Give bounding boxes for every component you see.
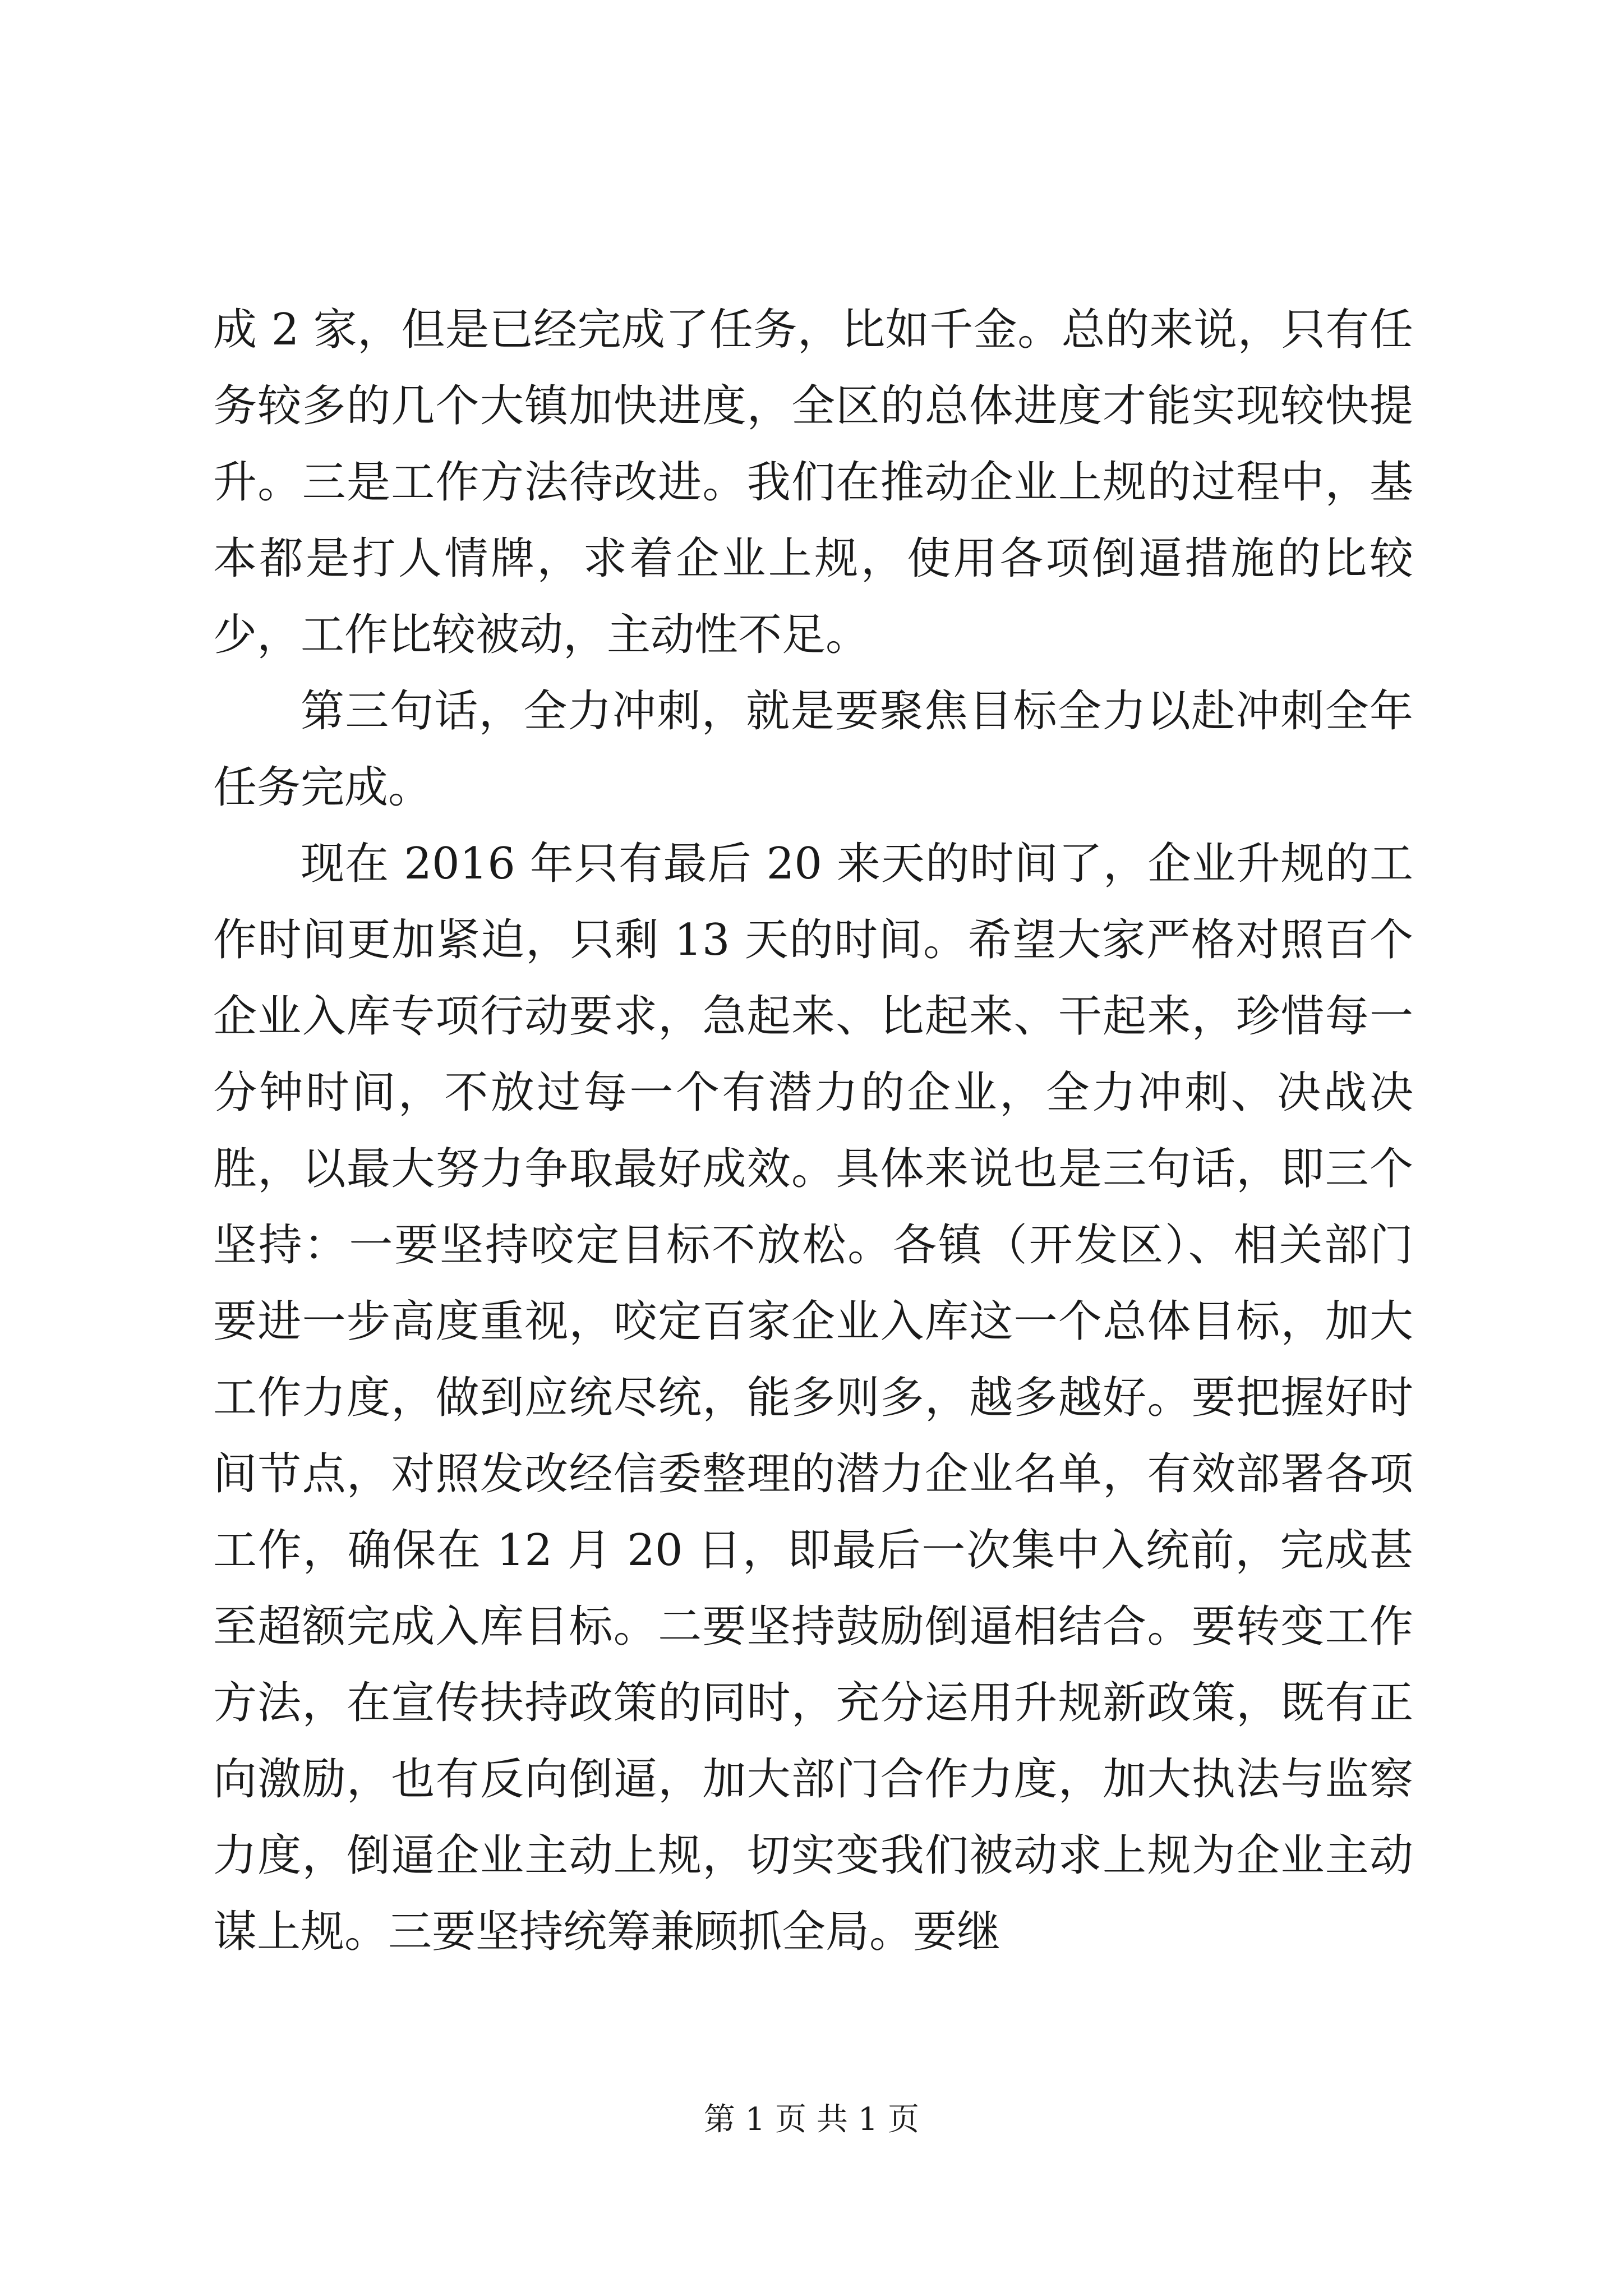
paragraph-continuation: 成 2 家，但是已经完成了任务，比如千金。总的来说，只有任务较多的几个大镇加快进度，全区的总体进度才能实现较快提升。三是工作方法待改进。我们在推动企业上规的过程中，基本都是打人情牌，求着企业上规，使用各项倒逼措施的比较少，工作比较被动，主动性不足。 (213, 305, 1413, 660)
page-footer: 第 1 页 共 1 页 (703, 2101, 920, 2138)
paragraph-third-sentence: 第三句话，全力冲刺，就是要聚焦目标全力以赴冲刺全年任务完成。 (213, 686, 1413, 813)
paragraph-sprint-plan: 现在 2016 年只有最后 20 来天的时间了，企业升规的工作时间更加紧迫，只剩 13 天的时间。希望大家严格对照百个企业入库专项行动要求，急起来、比起来、干起来，珍惜每一分钟时间，不放过每一个有潜力的企业，全力冲刺、决战决胜，以最大努力争取最好成效。具体来说也是三句话，即三个坚持：一要坚持咬定目标不放松。各镇（开发区）、相关部门要进一步高度重视，咬定百家企业入库这一个总体目标，加大工作力度，做到应统尽统，能多则多，越多越好。要把握好时间节点，对照发改经信委整理的潜力企业名单，有效部署各项工作，确保在 12 月 20 日，即最后一次集中入统前，完成甚至超额完成入库目标。二要坚持鼓励倒逼相结合。要转变工作方法，在宣传扶持政策的同时，充分运用升规新政策，既有正向激励，也有反向倒逼，加大部门合作力度，加大执法与监察力度，倒逼企业主动上规，切实变我们被动求上规为企业主动谋上规。三要坚持统筹兼顾抓全局。要继 (213, 839, 1413, 1957)
document-body (213, 292, 1413, 1970)
